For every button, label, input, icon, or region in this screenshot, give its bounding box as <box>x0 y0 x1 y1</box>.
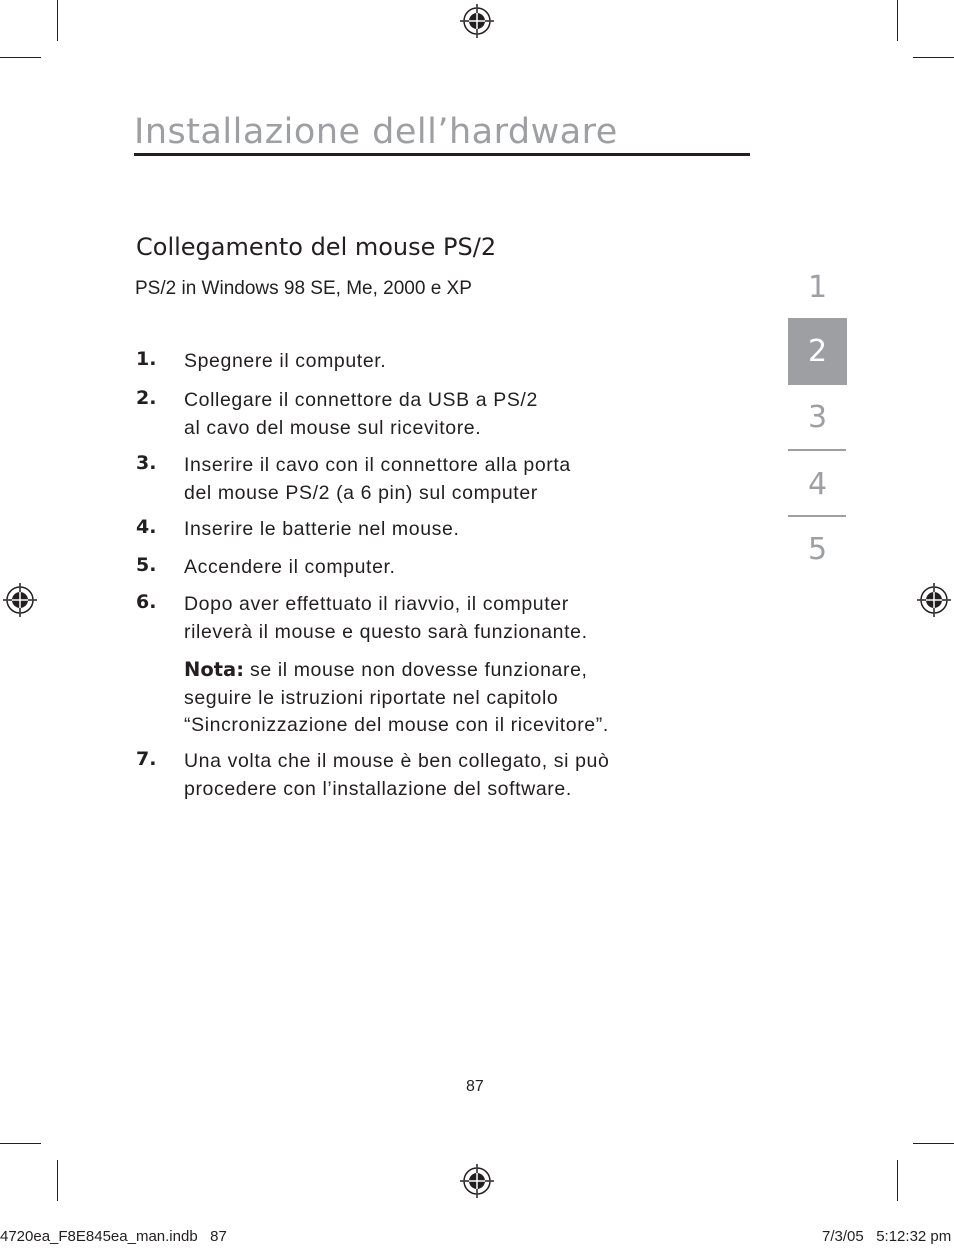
chapter-tab-3: 3 <box>807 400 828 435</box>
crop-mark-top-left-h <box>0 57 41 58</box>
chapter-tab-1: 1 <box>807 270 828 305</box>
title-underline <box>134 153 750 156</box>
step-number: 1. <box>136 348 157 370</box>
page-number: 87 <box>466 1078 484 1095</box>
crop-mark-bottom-right-v <box>897 1160 898 1201</box>
step-text: Accendere il computer. <box>184 556 396 578</box>
step-text: Spegnere il computer. <box>184 350 387 372</box>
note-block: Nota: se il mouse non dovesse funzionare, seguire le istruzioni riportate nel capitolo “Sincronizzazione del mouse con il ricevitore”. <box>184 658 609 736</box>
registration-mark-icon <box>917 583 951 617</box>
chapter-divider <box>788 449 846 451</box>
step-number: 6. <box>136 591 157 613</box>
step-text: Inserire le batterie nel mouse. <box>184 518 460 540</box>
print-slug-file: 4720ea_F8E845ea_man.indb 87 <box>0 1228 227 1245</box>
step-number: 2. <box>136 387 157 409</box>
crop-mark-bottom-right-h <box>913 1143 954 1144</box>
crop-mark-top-right-v <box>897 0 898 41</box>
step-number: 4. <box>136 516 157 538</box>
step-text: Una volta che il mouse è ben collegato, si può procedere con l’installazione del software. <box>184 750 610 800</box>
chapter-divider <box>788 515 846 517</box>
step-text: Inserire il cavo con il connettore alla porta del mouse PS/2 (a 6 pin) sul computer <box>184 454 571 504</box>
step-number: 5. <box>136 554 157 576</box>
print-slug-date: 7/3/05 5:12:32 pm <box>822 1228 952 1245</box>
crop-mark-bottom-left-v <box>57 1160 58 1201</box>
chapter-tab-4: 4 <box>807 467 828 502</box>
registration-mark-icon <box>460 1164 494 1198</box>
step-number: 3. <box>136 452 157 474</box>
section-subtitle: PS/2 in Windows 98 SE, Me, 2000 e XP <box>135 278 472 299</box>
chapter-tab-2-active: 2 <box>788 318 847 385</box>
section-heading: Collegamento del mouse PS/2 <box>136 233 497 261</box>
registration-mark-icon <box>460 4 494 38</box>
page-title: Installazione dell’hardware <box>134 112 618 152</box>
note-label: Nota: <box>184 658 244 681</box>
crop-mark-bottom-left-h <box>0 1143 41 1144</box>
crop-mark-top-right-h <box>913 57 954 58</box>
step-text: Dopo aver effettuato il riavvio, il computer rileverà il mouse e questo sarà funzionante. <box>184 593 588 643</box>
chapter-tab-5: 5 <box>807 532 828 567</box>
registration-mark-icon <box>3 583 37 617</box>
crop-mark-top-left-v <box>57 0 58 41</box>
step-text: Collegare il connettore da USB a PS/2 al cavo del mouse sul ricevitore. <box>184 389 538 439</box>
step-number: 7. <box>136 748 157 770</box>
